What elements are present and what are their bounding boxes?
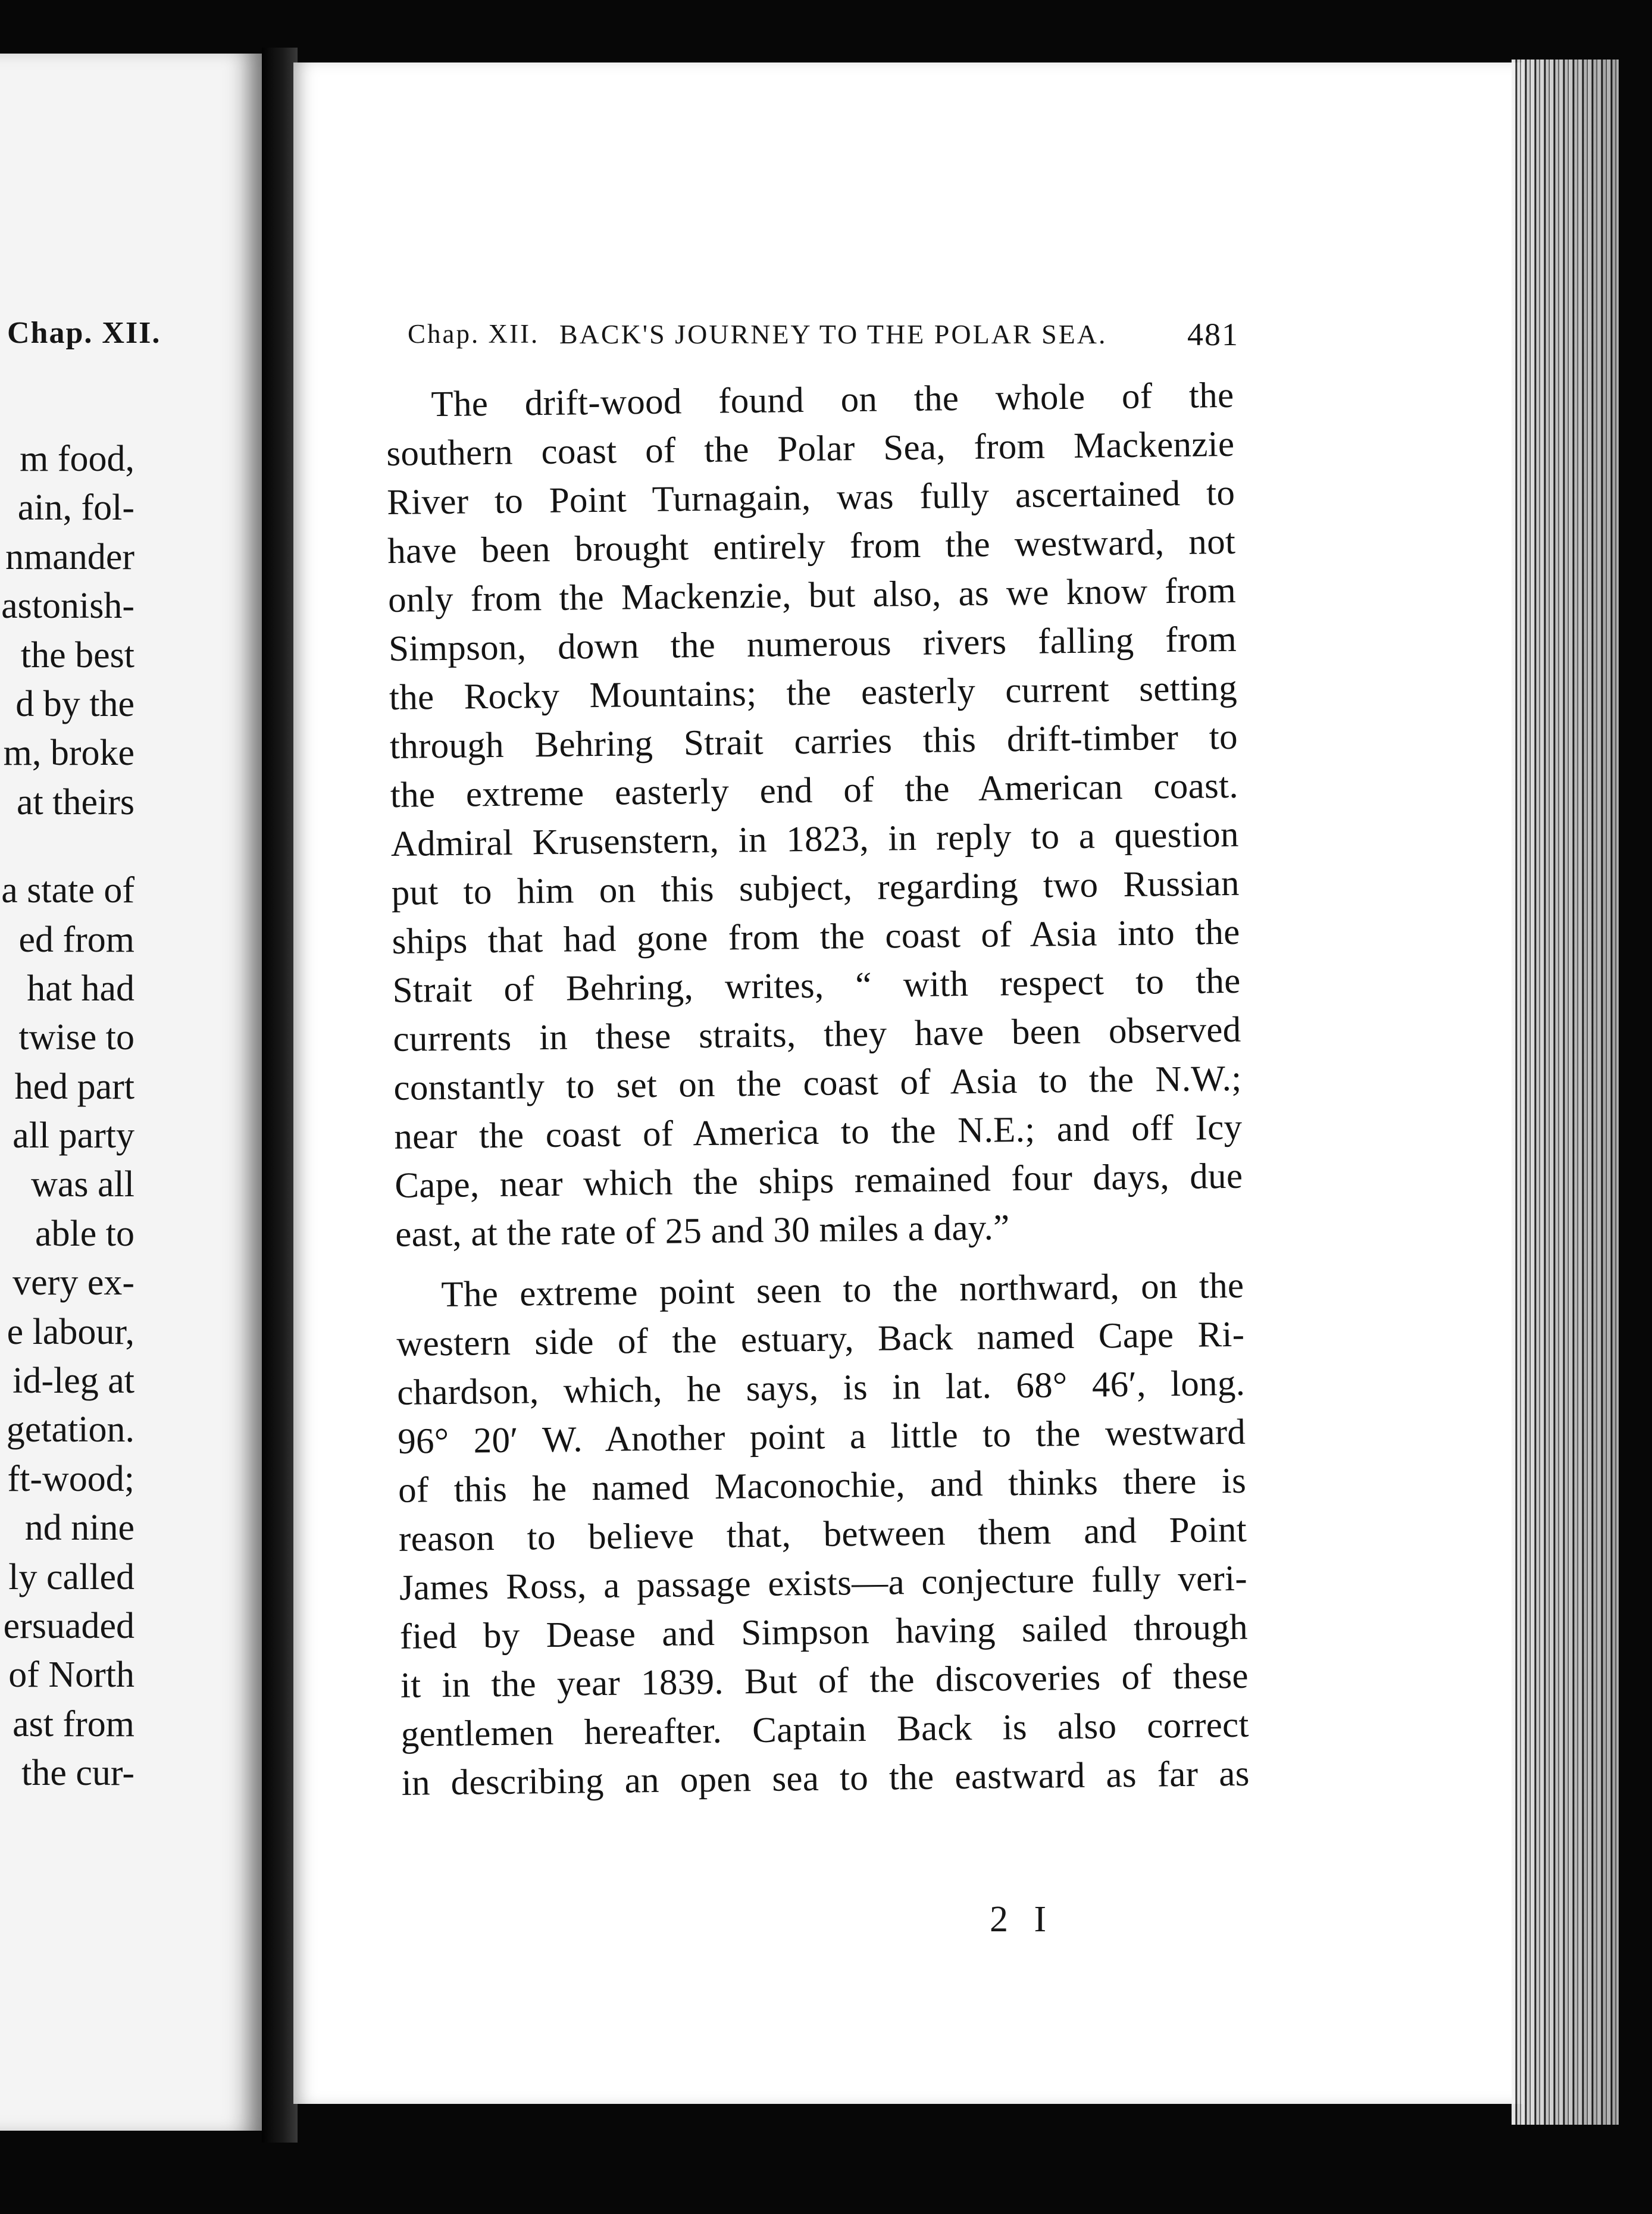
left-text-line: very ex-	[12, 1262, 134, 1303]
text-line: east, at the rate of 25 and 30 miles a day.”	[395, 1208, 1010, 1255]
left-text-line: ain, fol-	[17, 487, 134, 529]
left-text-line: ed from	[18, 919, 134, 960]
left-text-line: ersuaded	[3, 1605, 134, 1646]
left-text-line: a state of	[1, 870, 134, 911]
left-text-line: e labour,	[7, 1311, 134, 1352]
text-line: the extreme easterly end of the American coast.	[390, 765, 1239, 815]
text-line: The extreme point seen to the northward, on the	[441, 1265, 1244, 1315]
text-line: reason to believe that, between them and Point	[398, 1509, 1247, 1559]
page-number: 481	[1187, 317, 1239, 352]
left-text-line: ft-wood;	[7, 1458, 134, 1499]
left-text-line: the best	[20, 634, 134, 676]
left-text-line: hed part	[14, 1066, 134, 1107]
text-line: The drift-wood found on the whole of the	[431, 375, 1234, 425]
fore-edge-shade	[1512, 60, 1619, 2125]
text-line: Simpson, down the numerous rivers falling from	[388, 619, 1237, 669]
left-text-line: ly called	[8, 1556, 134, 1597]
paragraph-1	[386, 371, 1244, 1259]
text-line: chardson, which, he says, is in lat. 68° 46′, long.	[396, 1363, 1246, 1413]
left-text-line: ast from	[12, 1703, 134, 1744]
text-line: western side of the estuary, Back named Cape Ri-	[396, 1314, 1245, 1364]
text-line: through Behring Strait carries this drift-timber to	[389, 717, 1238, 767]
left-text-line: of North	[8, 1655, 134, 1696]
left-page-text	[0, 434, 134, 1798]
paragraph-2	[396, 1262, 1250, 1808]
text-line: James Ross, a passage exists—a conjecture fully veri-	[399, 1558, 1248, 1608]
text-line: southern coast of the Polar Sea, from Mackenzie	[386, 424, 1235, 474]
text-line: River to Point Turnagain, was fully ascertained to	[386, 473, 1235, 523]
text-line: Admiral Krusenstern, in 1823, in reply to a question	[390, 814, 1240, 864]
left-text-line: the cur-	[21, 1753, 134, 1794]
left-text-line: nd nine	[24, 1508, 134, 1549]
text-line: have been brought entirely from the westward, not	[387, 521, 1236, 571]
text-line: Strait of Behring, writes, “ with respect to the	[392, 961, 1241, 1011]
text-line: fied by Dease and Simpson having sailed through	[399, 1607, 1249, 1657]
left-text-line: m, broke	[3, 733, 134, 774]
left-text-line: m food,	[20, 439, 134, 479]
book-gutter-shadow	[262, 48, 298, 2143]
body-text	[386, 371, 1250, 1808]
text-line: in describing an open sea to the eastward as far as	[401, 1753, 1250, 1803]
left-page-fragment	[0, 54, 262, 2131]
text-line: it in the year 1839. But of the discoveries of these	[400, 1656, 1249, 1706]
left-text-line: twise to	[18, 1017, 134, 1058]
text-line: only from the Mackenzie, but also, as we know from	[387, 570, 1237, 620]
left-text-line: was all	[31, 1164, 134, 1205]
text-line: near the coast of America to the N.E.; and off Icy	[394, 1107, 1243, 1157]
left-text-line: astonish-	[1, 586, 134, 627]
text-line: the Rocky Mountains; the easterly current setting	[389, 668, 1238, 718]
main-page	[293, 62, 1522, 2104]
text-line: currents in these straits, they have been observed	[393, 1009, 1241, 1059]
left-text-line: nmander	[5, 536, 134, 577]
left-text-line: id-leg at	[12, 1361, 134, 1402]
left-text-line: all party	[12, 1115, 134, 1156]
left-text-line: able to	[35, 1213, 134, 1254]
header-title: BACK'S JOURNEY TO THE POLAR SEA.	[559, 319, 1107, 349]
running-header	[408, 318, 1239, 366]
text-line: 96° 20′ W. Another point a little to the westward	[397, 1412, 1246, 1462]
header-chapter: Chap. XII.	[408, 319, 540, 349]
left-paragraph-gap	[0, 827, 134, 866]
left-text-line: hat had	[27, 968, 134, 1009]
left-page-running-header: Chap. XII.	[7, 316, 161, 350]
text-line: gentlemen hereafter. Captain Back is also correct	[401, 1705, 1250, 1755]
text-line: constantly to set on the coast of Asia to the N.W.;	[393, 1058, 1242, 1108]
left-text-line: at theirs	[17, 781, 134, 823]
left-text-line: d by the	[15, 683, 134, 724]
text-line: of this he named Maconochie, and thinks there is	[398, 1461, 1247, 1511]
text-line: ships that had gone from the coast of Asia into the	[392, 912, 1240, 962]
text-line: Cape, near which the ships remained four days, due	[394, 1156, 1243, 1206]
signature-mark: 2 I	[990, 1899, 1055, 1940]
text-line: put to him on this subject, regarding two Russian	[391, 863, 1240, 913]
left-text-line: getation.	[6, 1409, 134, 1450]
